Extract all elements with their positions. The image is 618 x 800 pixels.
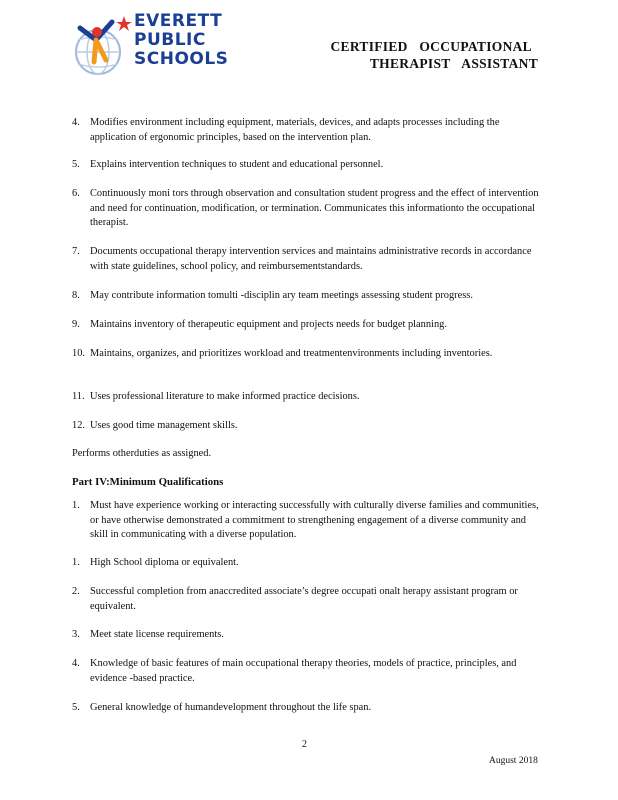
item-text: Successful completion from anaccredited associate’s degree occupati onalt herapy assistant program or equivalent. [90,586,518,612]
item-text: Maintains, organizes, and prioritizes workload and treatmentenvironments including inventories. [90,348,493,359]
item-number: 1. [72,500,80,511]
item-text: Must have experience working or interacting successfully with culturally diverse families and communities, or have otherwise demonstrated a commitment to strengthening engagement of a diverse community and skill in communicating with a diverse population. [90,500,539,540]
item-number: 2. [72,586,80,597]
logo-wordmark [134,12,228,69]
item-number: 4. [72,117,80,128]
logo-line-3: SCHOOLS [134,49,229,69]
item-number: 10. [72,348,85,359]
district-logo [72,10,252,80]
item-text: Modifies environment including equipment, materials, devices, and adapts processes including the application of ergonomic principles, based on the intervention plan. [90,117,500,143]
item-number: 5. [72,702,80,713]
item-number: 11. [72,391,85,402]
item-number: 8. [72,290,80,301]
section-heading: Part IV:Minimum Qualifications [72,476,224,488]
item-text: High School diploma or equivalent. [90,557,239,568]
item-number: 7. [72,246,80,257]
other-duties-text: Performs otherduties as assigned. [72,448,212,459]
item-number: 5. [72,159,80,170]
item-text: Maintains inventory of therapeutic equipment and projects needs for budget planning. [90,319,447,330]
logo-line-1: EVERETT [134,11,223,31]
item-text: Meet state license requirements. [90,629,224,640]
item-text: Continuously moni tors through observation and consultation student progress and the effect of intervention and need for continuation, modification, or termination. Communicates this informationto the occupational therapist. [90,188,539,228]
document-title [330,38,538,72]
item-number: 1. [72,557,80,568]
page-number: 2 [302,739,307,750]
item-number: 9. [72,319,80,330]
item-text: Knowledge of basic features of main occupational therapy theories, models of practice, principles, and evidence -based practice. [90,658,517,684]
footer-date: August 2018 [489,756,538,766]
title-line-1: CERTIFIED OCCUPATIONAL [330,39,532,54]
item-text: Uses professional literature to make informed practice decisions. [90,391,360,402]
item-text: General knowledge of humandevelopment throughout the life span. [90,702,372,713]
item-number: 6. [72,188,80,199]
item-text: Uses good time management skills. [90,420,238,431]
item-text: Documents occupational therapy intervention services and maintains administrative records in accordance with state guidelines, school policy, and reimbursementstandards. [90,246,532,272]
logo-line-2: PUBLIC [134,30,206,50]
item-number: 4. [72,658,80,669]
title-line-2: THERAPIST ASSISTANT [369,56,538,71]
item-number: 12. [72,420,85,431]
item-text: May contribute information tomulti -disciplin ary team meetings assessing student progress. [90,290,473,301]
globe-figure-icon [72,10,132,80]
item-text: Explains intervention techniques to student and educational personnel. [90,159,384,170]
item-number: 3. [72,629,80,640]
